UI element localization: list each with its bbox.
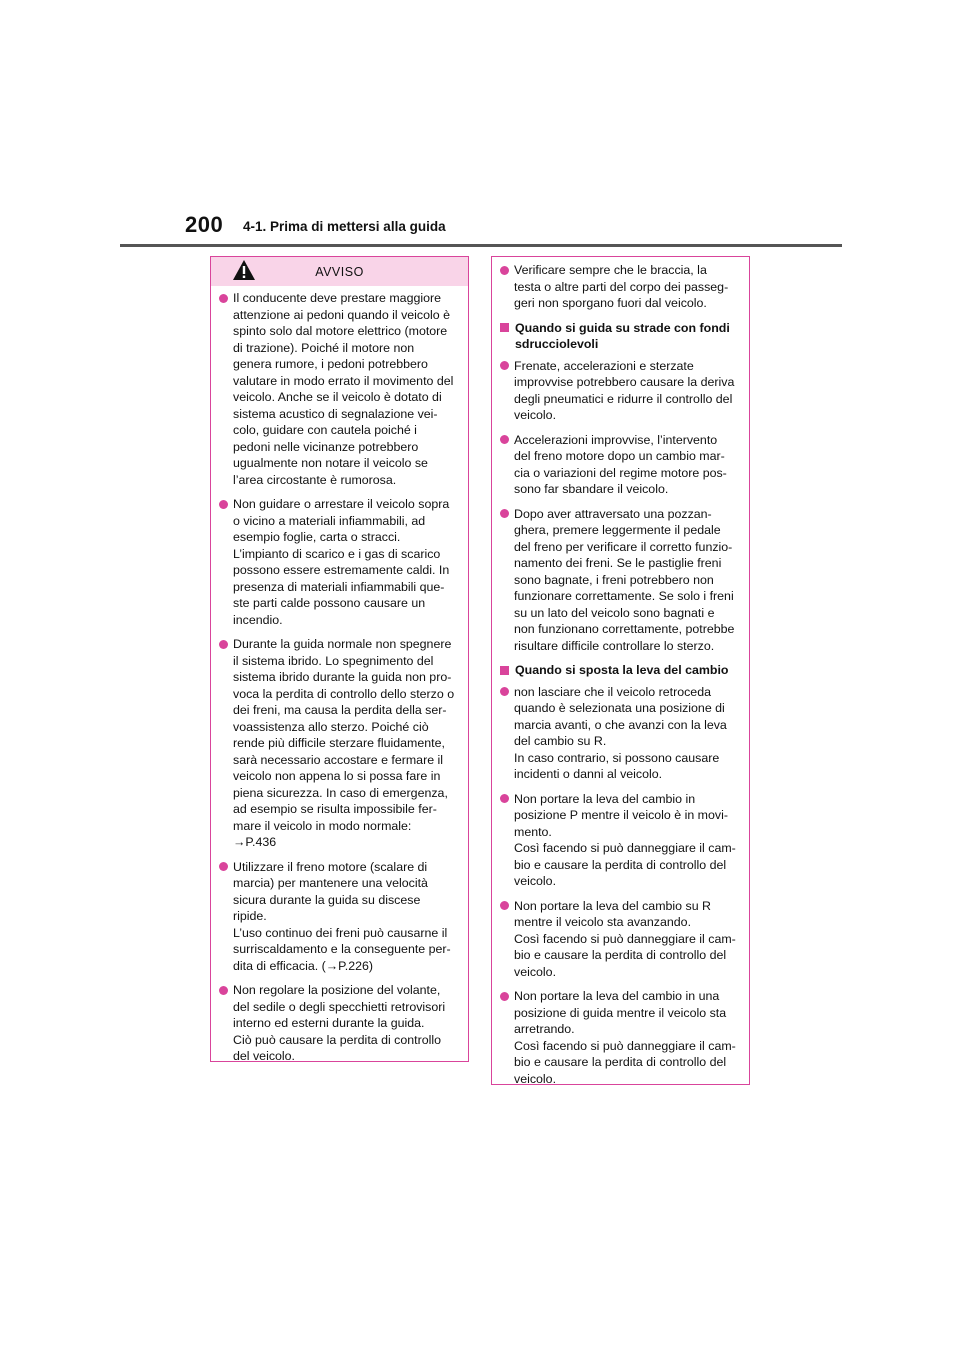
list-item-text: Frenate, accelerazioni e sterzate improvvise potrebbero causare la deriva degli pneumatici e ridurre il controllo del veicolo. — [514, 358, 735, 422]
list-item-text: Dopo aver attraversato una pozzan- ghera, premere leggermente il pedale del freno per verificare il corretto funzio- namento dei freni. Se le pastiglie freni sono bagnate, i freni potrebbero non funzionare correttamente. Se solo i freni su un lato del veicolo sono bagnati e non funzionano correttamente, potrebbe risultare difficile controllare lo sterzo. — [514, 506, 735, 653]
page-number: 200 — [185, 212, 224, 237]
bullet-dot-icon — [500, 435, 509, 444]
bullet-dot-icon — [500, 266, 509, 275]
section-title: 4-1. Prima di mettersi alla guida — [243, 219, 446, 234]
list-item-text: Verificare sempre che le braccia, la testa o altre parti del corpo dei passeg- geri non sporgano fuori dal veicolo. — [514, 263, 729, 310]
bullet-dot-icon — [219, 986, 228, 995]
bullet-dot-icon — [219, 294, 228, 303]
list-item-text: Durante la guida normale non spegnere il sistema ibrido. Lo spegnimento del sistema ibrido durante la guida non pro- voca la perdita di controllo dello sterzo o dei freni, ma causa la perdita della ser- voassistenza allo sterzo. Poiché ciò rende più difficile sterzare fluidamente, sarà necessario accostare e fermare il veicolo non appena lo si possa fare in piena sicurezza. In caso di emergenza, ad esempio se risulta impossibile fer- mare il veicolo in modo normale: →P.436 — [233, 637, 455, 849]
list-item-text: Non guidare o arrestare il veicolo sopra o vicino a materiali infiammabili, ad esempio foglie, carta o stracci. L’impianto di scarico e i gas di scarico possono essere estremamente caldi. In presenza di materiali infiammabili que- ste parti calde possono causare un incendio. — [233, 497, 450, 627]
bullet-dot-icon — [219, 640, 228, 649]
warning-triangle-icon — [232, 259, 256, 281]
right-column-box — [491, 256, 750, 1085]
list-item-text: Accelerazioni improvvise, l’intervento del freno motore dopo un cambio mar- cia o variazioni del regime motore pos- sono far sbandare il veicolo. — [514, 432, 727, 496]
section-heading-gear-lever — [500, 662, 740, 679]
warning-body — [211, 286, 468, 1065]
list-item — [500, 791, 740, 890]
list-item — [500, 898, 740, 981]
list-item-text: non lasciare che il veicolo retroceda quando è selezionata una posizione di marcia avanti, o che avanzi con la leva del cambio su R. In caso contrario, si possono causare incidenti o danni al veicolo. — [514, 684, 727, 781]
list-item — [500, 262, 740, 312]
list-item — [219, 290, 459, 488]
bullet-dot-icon — [219, 500, 228, 509]
bullet-dot-icon — [500, 361, 509, 370]
list-item-text: Il conducente deve prestare maggiore attenzione ai pedoni quando il veicolo è spinto solo dal motore elettrico (motore di trazione). Poiché il motore non genera rumore, i pedoni potrebbero valutare in modo errato il movimento del veicolo. Anche se il veicolo è dotato di sistema acustico di segnalazione vei- colo, guidare con cautela poiché i pedoni nelle vicinanze potrebbero ugualmente non notare il veicolo se l’area circostante è rumorosa. — [233, 291, 454, 487]
list-item — [500, 432, 740, 498]
warning-header — [211, 257, 468, 286]
list-item-text: Non portare la leva del cambio su R mentre il veicolo sta avanzando. Così facendo si può danneggiare il cam- bio e causare la perdita di controllo del veicolo. — [514, 898, 736, 979]
bullet-dot-icon — [500, 901, 509, 910]
bullet-dot-icon — [500, 992, 509, 1001]
square-bullet-icon — [500, 323, 509, 332]
list-item — [500, 358, 740, 424]
list-item-text: Non portare la leva del cambio in una posizione di guida mentre il veicolo sta arretrando. Così facendo si può danneggiare il cam- bio e causare la perdita di controllo del veicolo. — [514, 989, 736, 1086]
bullet-dot-icon — [500, 687, 509, 696]
list-item — [219, 859, 459, 975]
list-item — [500, 988, 740, 1087]
section-heading-text: Quando si sposta la leva del cambio — [515, 663, 729, 677]
section-heading-text: Quando si guida su strade con fondi sdrucciolevoli — [515, 320, 730, 351]
warning-title: AVVISO — [315, 264, 364, 279]
list-item-text: Non portare la leva del cambio in posizione P mentre il veicolo è in movi- mento. Così facendo si può danneggiare il cam- bio e causare la perdita di controllo del veicolo. — [514, 791, 736, 888]
list-item — [219, 636, 459, 851]
header-rule — [120, 244, 842, 247]
list-item — [500, 684, 740, 783]
bullet-dot-icon — [500, 794, 509, 803]
bullet-dot-icon — [219, 862, 228, 871]
list-item — [219, 982, 459, 1065]
section-heading-slippery-roads — [500, 320, 740, 353]
list-item-text: Non regolare la posizione del volante, del sedile o degli specchietti retrovisori interno ed esterni durante la guida. Ciò può causare la perdita di controllo del veicolo. — [233, 983, 446, 1063]
list-item-text: Utilizzare il freno motore (scalare di marcia) per mantenere una velocità sicura durante la guida su discese ripide. L’uso continuo dei freni può causarne il surriscaldamento e la conseguente per- dita di efficacia. (→P.226) — [233, 859, 451, 973]
list-item — [219, 496, 459, 628]
list-item — [500, 506, 740, 655]
square-bullet-icon — [500, 666, 509, 675]
bullet-dot-icon — [500, 509, 509, 518]
warning-box — [210, 256, 469, 1062]
